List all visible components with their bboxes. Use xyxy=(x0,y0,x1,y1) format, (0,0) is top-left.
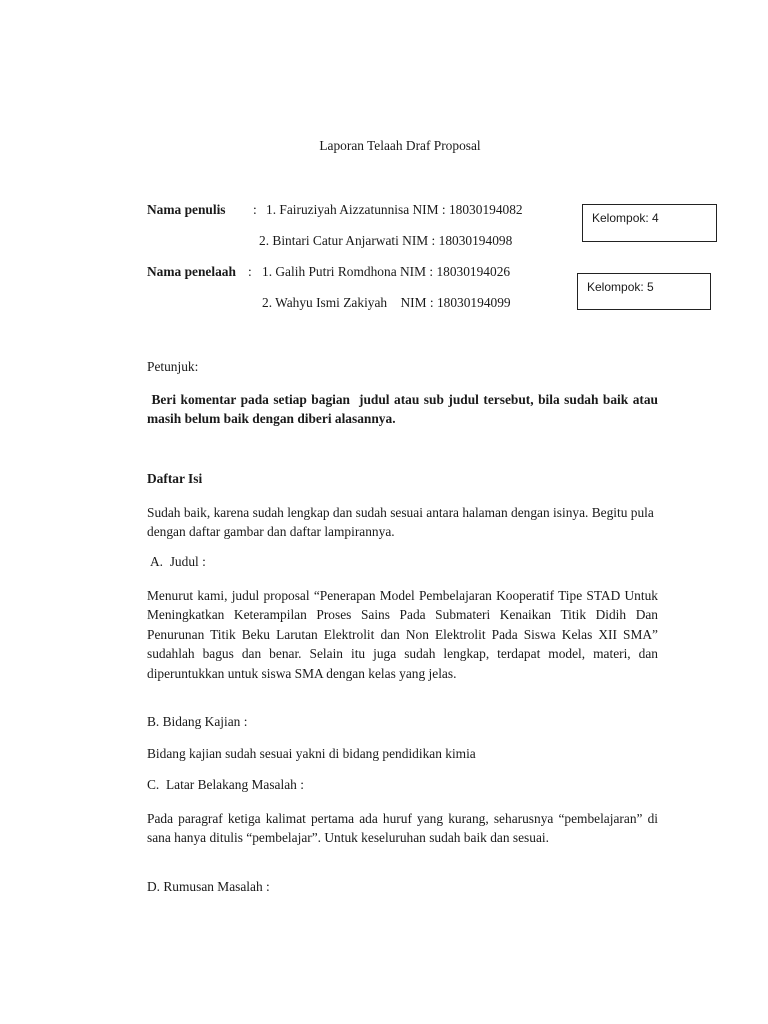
section-b-text: Bidang kajian sudah sesuai yakni di bidang pendidikan kimia xyxy=(147,746,476,761)
toc-text: Sudah baik, karena sudah lengkap dan sudah sesuai antara halaman dengan isinya. Begitu pula dengan daftar gambar dan daftar lampirannya. xyxy=(147,505,654,540)
section-c-heading: C. Latar Belakang Masalah : xyxy=(147,777,304,792)
writer-1: 1. Fairuziyah Aizzatunnisa NIM : 18030194082 xyxy=(266,202,523,217)
section-b-heading: B. Bidang Kajian : xyxy=(147,714,248,729)
section-d-heading: D. Rumusan Masalah : xyxy=(147,879,270,894)
writer-group-box xyxy=(582,204,717,242)
writer-label: Nama penulis xyxy=(147,202,226,217)
reviewer-group-box xyxy=(577,273,711,310)
instruction-label: Petunjuk: xyxy=(147,359,199,374)
section-c-text: Pada paragraf ketiga kalimat pertama ada huruf yang kurang, seharusnya “pembelajaran” di sana hanya ditulis “pembelajar”. Untuk keseluruhan sudah baik dan sesuai. xyxy=(147,811,658,846)
writer-colon: : xyxy=(253,202,257,217)
reviewer-group-label: Kelompok: 5 xyxy=(587,280,654,294)
section-a-heading: A. Judul : xyxy=(150,554,206,569)
toc-heading: Daftar Isi xyxy=(147,471,203,486)
section-a-text: Menurut kami, judul proposal “Penerapan Model Pembelajaran Kooperatif Tipe STAD Untuk Meningkatkan Keterampilan Proses Sains Pada Submateri Kenaikan Titik Didih Dan Penurunan Titik Beku Larutan Elektrolit dan Non Elektrolit Pada Siswa Kelas XII SMA” sudahlah bagus dan benar. Selain itu juga sudah lengkap, terdapat model, materi, dan diperuntukkan untuk siswa SMA dengan kelas yang jelas. xyxy=(147,588,658,681)
document-title: Laporan Telaah Draf Proposal xyxy=(319,138,481,153)
reviewer-2: 2. Wahyu Ismi Zakiyah NIM : 18030194099 xyxy=(262,295,511,310)
reviewer-colon: : xyxy=(248,264,252,279)
reviewer-1: 1. Galih Putri Romdhona NIM : 18030194026 xyxy=(262,264,511,279)
writer-2: 2. Bintari Catur Anjarwati NIM : 18030194098 xyxy=(259,233,513,248)
instruction-text: Beri komentar pada setiap bagian judul atau sub judul tersebut, bila sudah baik atau masih belum baik dengan diberi alasannya. xyxy=(147,392,662,427)
reviewer-label: Nama penelaah xyxy=(147,264,236,279)
writer-group-label: Kelompok: 4 xyxy=(592,211,659,225)
